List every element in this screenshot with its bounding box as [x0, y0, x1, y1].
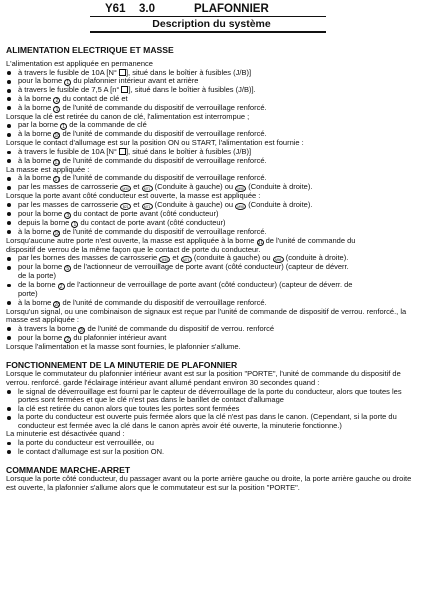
paragraph: Lorsque l'alimentation et la masse sont fournies, le plafonnier s'allume. [6, 341, 241, 351]
header-top-rule [90, 16, 326, 17]
terminal-number-circle: 5 [64, 265, 71, 272]
paragraph: Lorsque la porte avant côté conducteur est ouverte, la masse est appliquée : [6, 191, 261, 201]
paragraph: Lorsque la clé est retirée du canon de clé, l'alimentation est interrompue ; [6, 111, 250, 121]
document-header [0, 3, 423, 33]
bullet-item: pour la borne 1 du plafonnier intérieur avant et arrière [6, 77, 418, 86]
paragraph: L'alimentation est appliquée en permanence [6, 59, 153, 68]
system-name: PLAFONNIER [194, 3, 269, 15]
terminal-number-circle: 3 [64, 212, 71, 219]
bullet-item: par les masses de carrosserie B21 et M71 (Conduite à gauche) ou M98 (Conduite à droite). [6, 201, 418, 210]
fuse-number-box [119, 69, 126, 76]
ground-point-symbol: M71 [142, 185, 153, 192]
bullet-item: le contact d'allumage est sur la position ON. [6, 448, 418, 457]
paragraph: Lorsque le commutateur du plafonnier intérieur avant est sur la position "PORTE", l'unité de commande du dispositif de verrou. renforcé. garde l'éclairage intérieur avant allumé pendant environ 30 secondes quand : [6, 369, 401, 387]
paragraph: Lorsqu'un signal, ou une combinaison de signaux est reçue par l'unité de commande de dispositif de verrou. renforcé., la masse est appliquée : [6, 306, 407, 325]
section-title-power-ground: ALIMENTATION ELECTRIQUE ET MASSE [6, 45, 174, 55]
bullet-item: la porte du conducteur est verrouillée, ou [6, 439, 418, 448]
ground-point-symbol: M30 [159, 256, 170, 263]
terminal-number-circle: 18 [54, 133, 61, 140]
ground-point-symbol: M98 [235, 203, 246, 210]
section-title-timer: FONCTIONNEMENT DE LA MINUTERIE DE PLAFONNIER [6, 360, 238, 371]
terminal-number-circle: 1 [64, 79, 71, 86]
header-rule [90, 31, 326, 33]
bullet-item: la clé est retirée du canon alors que toutes les portes sont fermées [6, 405, 418, 414]
terminal-number-circle: 26 [79, 327, 86, 334]
bullet-item: le signal de déverrouillage est fourni par le capteur de déverrouillage de la porte du conducteur, alors que toutes les portes sont fermées et que le clé n'est pas dans le barillet de contact d'allumage [6, 388, 418, 405]
bullet-item: à la borne 11 de l'unité de commande du dispositif de verrouillage renforcé. [6, 157, 418, 166]
paragraph: Lorsque le contact d'allumage est sur la position ON ou START, l'alimentation est fournie : [6, 138, 304, 148]
bullet-item: à la borne 2 du contact de clé et [6, 95, 418, 104]
bullet-item: à la borne 1 de l'unité de commande du dispositif de verrouillage renforcé. [6, 104, 418, 113]
bullet-item: pour la borne 3 du contact de porte avant (côté conducteur) [6, 210, 418, 219]
bullet-item: à la borne 18 de l'unité de commande du dispositif de verrouillage renforcé. [6, 130, 418, 139]
bullet-item: depuis la borne 1 du contact de porte avant (côté conducteur) [6, 219, 418, 228]
terminal-number-circle: 1 [53, 106, 60, 113]
model-code: Y61 [105, 3, 126, 15]
ground-point-symbol: B21 [120, 203, 131, 210]
version-number: 3.0 [139, 3, 155, 15]
bullet-item: pour la borne 5 de l'actionneur de verrouillage de porte avant (côté conducteur) (capteur de déverr. de la porte) [6, 263, 418, 281]
page-subtitle: Description du système [152, 18, 271, 30]
document-body [6, 45, 418, 492]
ground-point-symbol: M71 [181, 256, 192, 263]
section-title-on-off: COMMANDE MARCHE-ARRET [6, 465, 131, 476]
terminal-number-circle: 17 [54, 177, 61, 184]
paragraph: dispositif de verrou de la même façon que le contact de porte du conducteur. [6, 244, 261, 254]
terminal-number-circle: 1 [60, 123, 67, 130]
terminal-number-circle: 18 [54, 230, 61, 237]
bullet-item: la porte du conducteur est ouverte puis fermée alors que la clé n'est pas dans le canon. (Cependant, si la porte du conducteur est fermée avec la clé dans le canon après avoir été ouverte, la minuterie fonctionne.) [6, 413, 418, 430]
terminal-number-circle: 1 [71, 221, 78, 228]
bullet-item: à travers le fusible de 10A [N° ], situé dans le boîtier à fusibles (J/B)] [6, 69, 418, 78]
ground-point-symbol: M71 [142, 203, 153, 210]
bullet-item: à travers le fusible de 7,5 A [n° ], situé dans le boîtier à fusibles (J/B)]. [6, 86, 418, 95]
paragraph: La masse est appliquée : [6, 164, 90, 174]
terminal-number-circle: 2 [53, 97, 60, 104]
terminal-number-circle: 11 [54, 159, 60, 166]
terminal-number-circle: 31 [257, 239, 264, 246]
fuse-number-box [119, 148, 126, 155]
paragraph: Lorsqu'aucune autre porte n'est ouverte, la masse est appliquée à la borne 31 de l'unité de commande du [6, 235, 356, 246]
bullet-item: à la borne 17 de l'unité de commande du dispositif de verrouillage renforcé. [6, 174, 418, 183]
bullet-item: pour la borne 2 du plafonnier intérieur avant [6, 334, 418, 343]
bullet-item: à la borne 28 de l'unité de commande du dispositif de verrouillage renforcé. [6, 299, 418, 308]
terminal-number-circle: 2 [58, 283, 65, 290]
bullet-item: par la borne 1 de la commande de clé [6, 121, 418, 130]
bullet-item: par les masses de carrosserie M30 et M71 (Conduite à gauche) ou M98 (Conduite à droite). [6, 183, 418, 192]
ground-point-symbol: M98 [235, 185, 246, 192]
ground-point-symbol: M30 [120, 185, 131, 192]
bullet-item: à la borne 18 de l'unité de commande du dispositif de verrouillage renforcé. [6, 228, 418, 237]
ground-point-symbol: M98 [273, 256, 284, 263]
bullet-item: de la borne 2 de l'actionneur de verrouillage de porte avant (côté conducteur) (capteur de déverr. de porte) [6, 281, 418, 299]
bullet-item: à travers la borne 26 de l'unité de commande du dispositif de verrou. renforcé [6, 325, 418, 334]
paragraph: La minuterie est désactivée quand : [6, 429, 125, 439]
terminal-number-circle: 2 [64, 336, 71, 343]
terminal-number-circle: 28 [54, 301, 61, 308]
paragraph: Lorsque la porte côté conducteur, du passager avant ou la porte arrière gauche ou droite, la porte arrière gauche ou droite est ouverte, la plafonnier s'allume alors que le commutateur est sur la position "PORTE". [6, 474, 412, 492]
bullet-item: à travers le fusible de 10A [N° ], situé dans le boîtier à fusibles (J/B)] [6, 148, 418, 157]
bullet-item: par les bornes des masses de carrosserie M30 et M71 (conduite à gauche) ou M98 (conduite à droite). [6, 254, 418, 263]
